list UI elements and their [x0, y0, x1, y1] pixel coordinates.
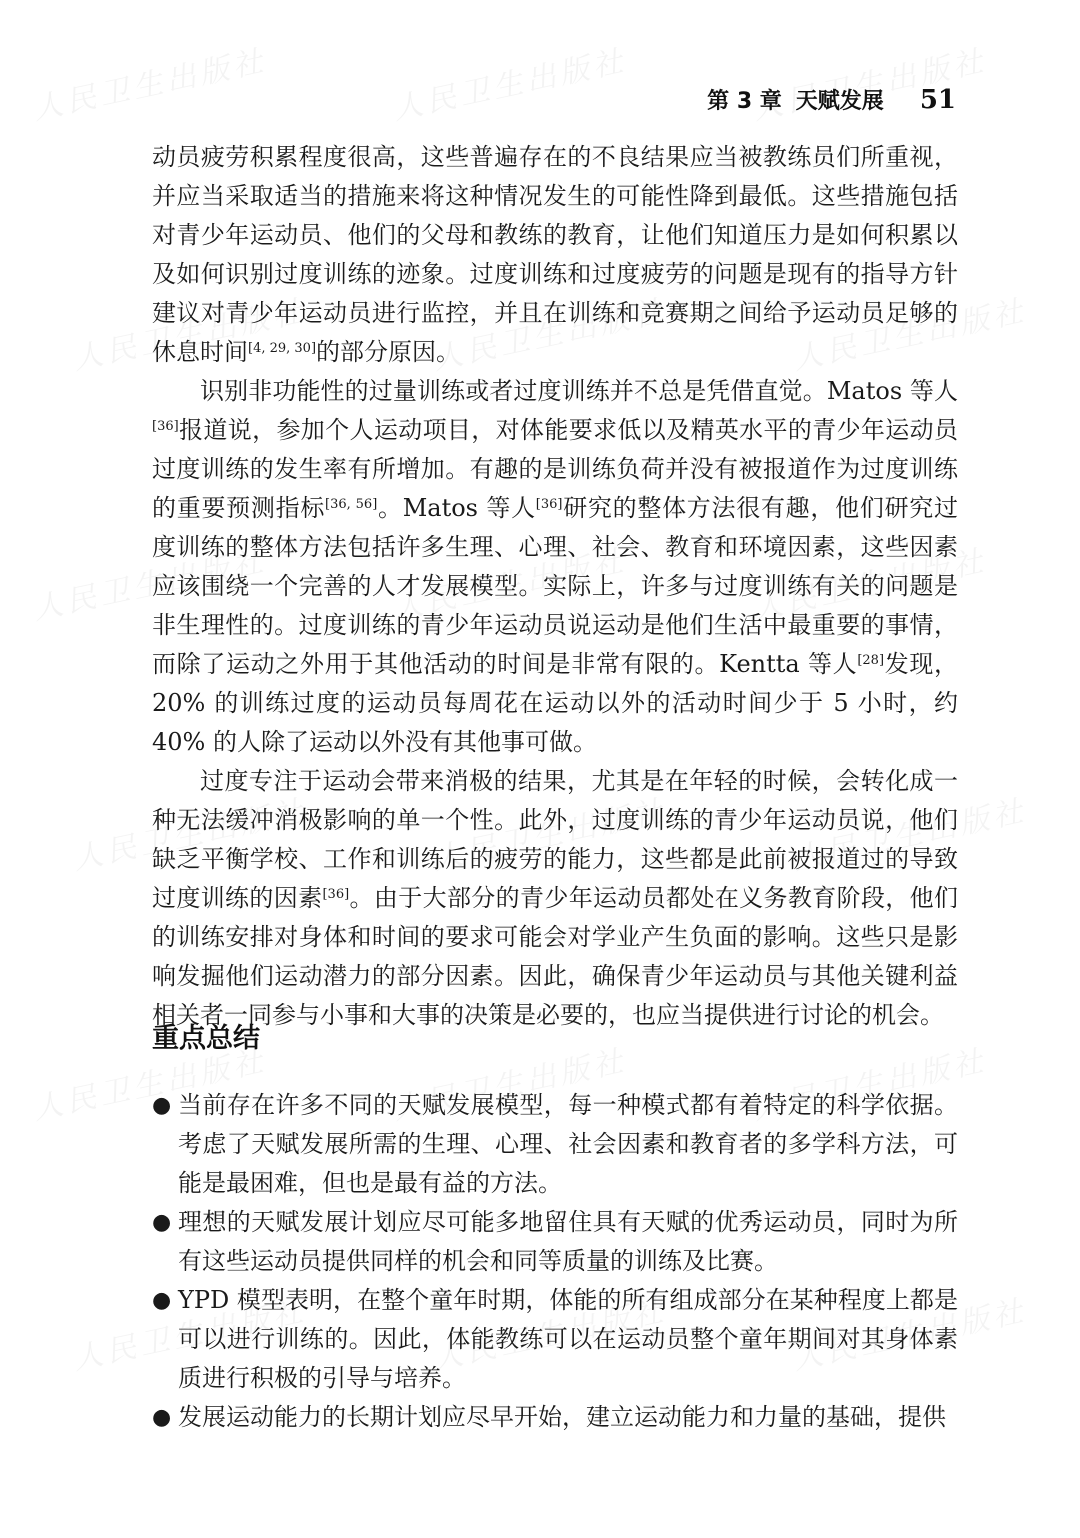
paragraph-text: 。由于大部分的青少年运动员都处在义务教育阶段，他们的训练安排对身体和时间的要求可能会对学业产生负面的影响。这些只是影响发掘他们运动潜力的部分因素。因此，确保青少年运动员与其他关键利益相关者一同参与小事和大事的决策是必要的，也应当提供进行讨论的机会。	[152, 884, 959, 1029]
body-text	[152, 138, 958, 1035]
paragraph-text: 。Matos 等人	[377, 494, 536, 522]
summary-list-item	[152, 1203, 958, 1281]
paragraph-text: 的部分原因。	[316, 338, 461, 366]
bullet-icon: ●	[152, 1405, 172, 1430]
summary-list-item	[152, 1281, 958, 1398]
summary-item-text: 发展运动能力的长期计划应尽早开始，建立运动能力和力量的基础，提供	[178, 1403, 946, 1431]
body-paragraph	[152, 138, 958, 372]
page-number: 51	[919, 85, 956, 115]
citation-superscript: [4, 29, 30]	[248, 341, 317, 356]
body-paragraph	[152, 762, 958, 1035]
citation-superscript: [28]	[857, 653, 885, 668]
summary-item-text: 当前存在许多不同的天赋发展模型，每一种模式都有着特定的科学依据。考虑了天赋发展所需的生理、心理、社会因素和教育者的多学科方法，可能是最困难，但也是最有益的方法。	[178, 1091, 958, 1197]
summary-list	[152, 1086, 958, 1437]
paragraph-text: 发现，20% 的训练过度的运动员每周花在运动以外的活动时间少于 5 小时，约 40% 的人除了运动以外没有其他事可做。	[152, 650, 959, 756]
summary-item-text: YPD 模型表明，在整个童年时期，体能的所有组成部分在某种程度上都是可以进行训练的。因此，体能教练可以在运动员整个童年期间对其身体素质进行积极的引导与培养。	[178, 1286, 958, 1392]
summary-list-item	[152, 1398, 958, 1437]
paragraph-text: 识别非功能性的过量训练或者过度训练并不总是凭借直觉。Matos 等人	[200, 377, 958, 405]
chapter-number: 第 3 章	[707, 89, 782, 114]
body-paragraph	[152, 372, 958, 762]
bullet-icon: ●	[152, 1288, 172, 1313]
bullet-icon: ●	[152, 1093, 172, 1118]
section-heading: 重点总结	[152, 1023, 260, 1054]
paragraph-text: 过度专注于运动会带来消极的结果，尤其是在年轻的时候，会转化成一种无法缓冲消极影响的单一个性。此外，过度训练的青少年运动员说，他们缺乏平衡学校、工作和训练后的疲劳的能力，这些都是此前被报道过的导致过度训练的因素	[152, 767, 958, 912]
summary-item-text: 理想的天赋发展计划应尽可能多地留住具有天赋的优秀运动员，同时为所有这些运动员提供同样的机会和同等质量的训练及比赛。	[178, 1208, 958, 1275]
chapter-title: 天赋发展	[795, 89, 884, 114]
watermark-text	[28, 36, 270, 129]
paragraph-text: 报道说，参加个人运动项目，对体能要求低以及精英水平的青少年运动员过度训练的发生率有所增加。有趣的是训练负荷并没有被报道作为过度训练的重要预测指标	[152, 416, 958, 522]
citation-superscript: [36]	[152, 419, 179, 434]
paragraph-text: 研究的整体方法很有趣，他们研究过度训练的整体方法包括许多生理、心理、社会、教育和环境因素，这些因素应该围绕一个完善的人才发展模型。实际上，许多与过度训练有关的问题是非生理性的。过度训练的青少年运动员说运动是他们生活中最重要的事情，而除了运动之外用于其他活动的时间是非常有限的。Kentta 等人	[152, 494, 959, 678]
citation-superscript: [36, 56]	[325, 497, 378, 512]
watermark-text	[388, 36, 630, 129]
running-head	[707, 84, 956, 115]
citation-superscript: [36]	[535, 497, 563, 512]
summary-list-item	[152, 1086, 958, 1203]
citation-superscript: [36]	[322, 887, 350, 902]
paragraph-text: 动员疲劳积累程度很高，这些普遍存在的不良结果应当被教练员们所重视，并应当采取适当的措施来将这种情况发生的可能性降到最低。这些措施包括对青少年运动员、他们的父母和教练的教育，让他们知道压力是如何积累以及如何识别过度训练的迹象。过度训练和过度疲劳的问题是现有的指导方针建议对青少年运动员进行监控，并且在训练和竞赛期之间给予运动员足够的休息时间	[152, 143, 958, 366]
bullet-icon: ●	[152, 1210, 172, 1235]
